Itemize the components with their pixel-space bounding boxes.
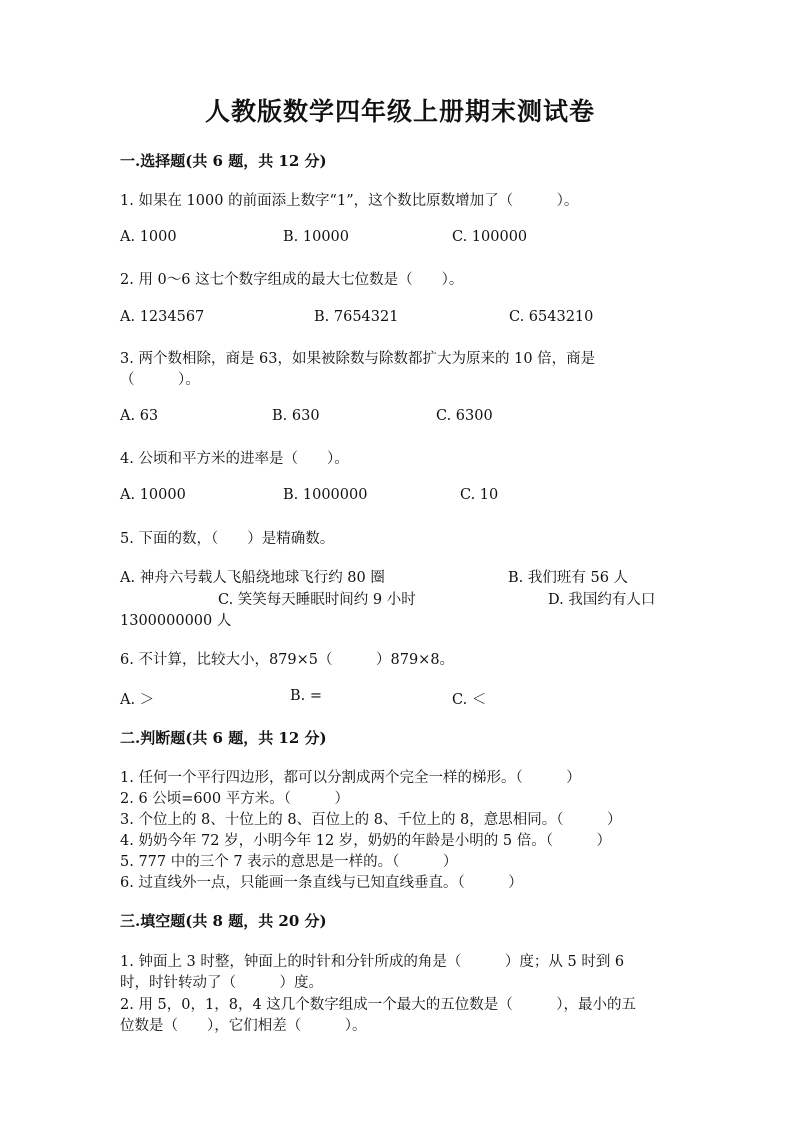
choice-option: B. 10000 — [283, 229, 350, 245]
choice-option: A. 1234567 — [120, 309, 205, 325]
choice-option: A. 10000 — [120, 487, 186, 503]
judge-item: 6. 过直线外一点，只能画一条直线与已知直线垂直。（ ） — [120, 875, 523, 891]
choice-option: C. 6300 — [436, 408, 493, 424]
choice-option: B. = — [290, 688, 323, 704]
choice-question-5: 5. 下面的数，（ ）是精确数。 — [120, 531, 335, 547]
section-heading-judge: 二.判断题(共 6 题，共 12 分) — [120, 729, 327, 747]
section-heading-choice: 一.选择题(共 6 题，共 12 分) — [120, 152, 327, 170]
section-heading-fill: 三.填空题(共 8 题，共 20 分) — [120, 912, 327, 930]
judge-item: 5. 777 中的三个 7 表示的意思是一样的。（ ） — [120, 854, 458, 870]
choice-question-1: 1. 如果在 1000 的前面添上数字“1”，这个数比原数增加了（ ）。 — [120, 193, 579, 209]
choice-option: B. 7654321 — [314, 309, 399, 325]
choice-option: A. ＞ — [120, 692, 155, 708]
choice-option: A. 神舟六号载人飞船绕地球飞行约 80 圈 — [120, 570, 385, 586]
choice-option: C. 6543210 — [509, 309, 594, 325]
choice-option: B. 630 — [272, 408, 320, 424]
choice-option: C. 100000 — [452, 229, 528, 245]
page-title: 人教版数学四年级上册期末测试卷 — [204, 97, 595, 126]
choice-option: B. 1000000 — [283, 487, 368, 503]
choice-option: C. 10 — [460, 487, 499, 503]
choice-option: D. 我国约有人口 — [548, 592, 656, 608]
choice-question-6: 6. 不计算，比较大小，879×5（ ）879×8。 — [120, 652, 455, 668]
fill-item-continued: 时，时针转动了（ ）度。 — [120, 975, 323, 991]
judge-item: 3. 个位上的 8、十位上的 8、百位上的 8、千位上的 8，意思相同。（ ） — [120, 812, 622, 828]
choice-option: C. ＜ — [452, 692, 487, 708]
choice-question-3-continued: （ ）。 — [120, 372, 200, 388]
choice-option: A. 1000 — [120, 229, 177, 245]
choice-question-2: 2. 用 0～6 这七个数字组成的最大七位数是（ ）。 — [120, 272, 464, 288]
fill-item-continued: 位数是（ ），它们相差（ ）。 — [120, 1018, 367, 1034]
choice-option: C. 笑笑每天睡眠时间约 9 小时 — [218, 592, 416, 608]
fill-item: 2. 用 5，0，1，8，4 这几个数字组成一个最大的五位数是（ ），最小的五 — [120, 997, 637, 1013]
judge-item: 4. 奶奶今年 72 岁，小明今年 12 岁，奶奶的年龄是小明的 5 倍。（ ） — [120, 833, 611, 849]
choice-option: A. 63 — [120, 408, 159, 424]
judge-item: 2. 6 公顷=600 平方米。（ ） — [120, 791, 349, 807]
choice-option: B. 我们班有 56 人 — [508, 570, 629, 586]
choice-question-3: 3. 两个数相除，商是 63，如果被除数与除数都扩大为原来的 10 倍，商是 — [120, 351, 596, 367]
judge-item: 1. 任何一个平行四边形，都可以分割成两个完全一样的梯形。（ ） — [120, 770, 581, 786]
choice-option-continued: 1300000000 人 — [120, 613, 232, 629]
fill-item: 1. 钟面上 3 时整，钟面上的时针和分针所成的角是（ ）度；从 5 时到 6 — [120, 954, 625, 970]
choice-question-4: 4. 公顷和平方米的进率是（ ）。 — [120, 451, 349, 467]
